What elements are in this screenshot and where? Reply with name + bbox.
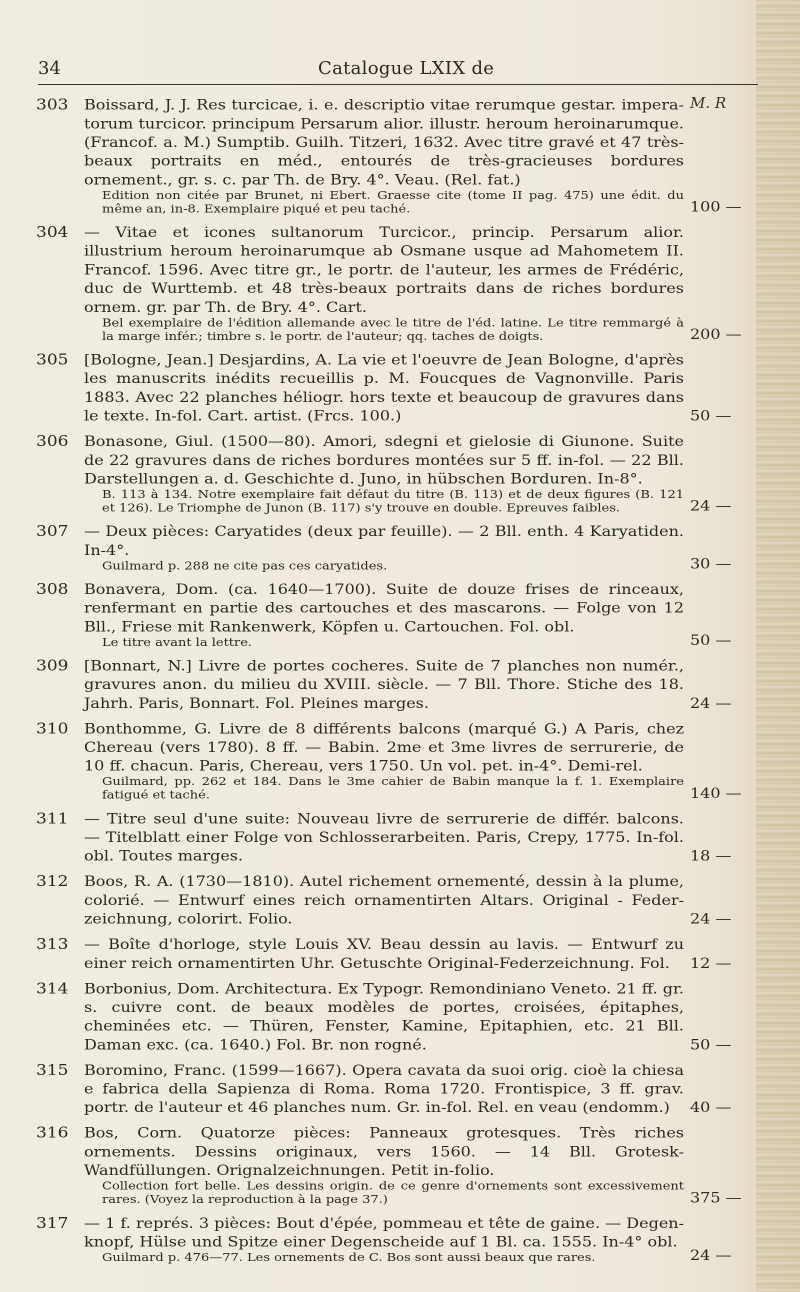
handwritten-margin-note: M. R — [690, 94, 727, 112]
entry-description: Borbonius, Dom. Architectura. Ex Typogr. Remondiniano Veneto. 21 ff. gr. s. cuivre cont. de beaux modèles de portes, croisées, épitaphes, cheminées etc. — Thüren, Fenster, Kamine, Epitaphien, etc. 21 Bll. Daman exc. (ca. 1640.) Fol. Br. non rogné. — [84, 980, 684, 1053]
entry-text — [84, 523, 684, 574]
entry-description: [Bologne, Jean.] Desjardins, A. La vie et l'oeuvre de Jean Bologne, d'après les manuscrits inédits recueillis p. M. Foucques de Vagnonville. Paris 1883. Avec 22 planches héliogr. hors texte et beaucoup de gravures dans le texte. In-fol. Cart. artist. (Frcs. 100.) — [84, 351, 684, 424]
entry-description: Bonthomme, G. Livre de 8 différents balcons (marqué G.) A Paris, chez Chereau (vers 1780). 8 ff. — Babin. 2me et 3me livres de serrurerie, de 10 ff. chacun. Paris, Chereau, vers 1750. Un vol. pet. in-4°. Demi-rel. — [84, 720, 684, 775]
entry-price: 18 — — [690, 847, 732, 865]
entry-price: 375 — — [690, 1189, 742, 1206]
entry-text — [84, 657, 684, 713]
entry-number: 312 — [36, 873, 69, 891]
entry-note: Guilmard, pp. 262 et 184. Dans le 3me cahier de Babin manque la f. 1. Exemplaire fatigué et taché. — [102, 775, 684, 803]
entry-price: 50 — — [690, 1036, 732, 1053]
entry-description: — Boîte d'horloge, style Louis XV. Beau dessin au lavis. — Entwurf zu einer reich ornamentirten Uhr. Getuschte Original-Federzeichnung. Fol. — [84, 936, 684, 972]
entry-text — [84, 873, 684, 929]
entry-price: 24 — — [690, 1247, 732, 1264]
entry-note: Guilmard p. 476—77. Les ornements de C. Bos sont aussi beaux que rares. — [102, 1251, 596, 1265]
entry-price: 12 — — [690, 955, 732, 972]
entry-text — [84, 351, 684, 426]
entry-description: Boos, R. A. (1730—1810). Autel richement ornementé, dessin à la plume, colorié. — Entwurf eines reich ornamentirten Altars. Original - Feder-zeichnung, colorirt. Folio. — [84, 873, 684, 928]
entry-price: 24 — — [690, 497, 732, 515]
entry-number: 317 — [36, 1215, 69, 1233]
entry-text — [84, 810, 684, 866]
entry-note: Edition non citée par Brunet, ni Ebert. Graesse cite (tome II pag. 475) une édit. du même an, in-8. Exemplaire piqué et peu taché. — [102, 189, 684, 216]
entry-text — [84, 432, 684, 515]
entry-description: [Bonnart, N.] Livre de portes cocheres. Suite de 7 planches non numér., gravures anon. du milieu du XVIII. siècle. — 7 Bll. Thore. Stiche des 18. Jahrh. Paris, Bonnart. Fol. Pleines marges. — [84, 657, 684, 712]
entry-number: 311 — [36, 810, 69, 828]
entry-text — [84, 1214, 684, 1265]
entry-price: 24 — — [690, 695, 732, 712]
entry-number: 308 — [36, 581, 69, 599]
entry-note: B. 113 à 134. Notre exemplaire fait défaut du titre (B. 113) et de deux figures (B. 121 et 126). Le Triomphe de Junon (B. 117) s'y trouve en double. Epreuves faibles. — [102, 488, 684, 515]
header-rule — [38, 84, 758, 85]
entry-text — [84, 936, 684, 973]
page-number: 34 — [38, 58, 61, 79]
entry-price: 100 — — [690, 198, 742, 215]
entry-description: — 1 f. représ. 3 pièces: Bout d'épée, pommeau et tête de gaine. — Degen-knopf, Hülse und Spitze einer Degenscheide auf 1 Bl. ca. 1555. In-4° obl. — [84, 1215, 684, 1250]
entry-note: Bel exemplaire de l'édition allemande avec le titre de l'éd. latine. Le titre remmargé à la marge infér.; timbre s. le portr. de l'auteur; qq. taches de doigts. — [102, 316, 684, 344]
entry-price: 30 — — [690, 555, 732, 572]
entry-price: 200 — — [690, 326, 742, 343]
entry-price: 50 — — [690, 632, 732, 649]
entry-note: Collection fort belle. Les dessins origin. de ce genre d'ornements sont excessivement rares. (Voyez la reproduction à la page 37.) — [102, 1180, 684, 1207]
entry-number: 315 — [36, 1062, 69, 1080]
entry-number: 314 — [36, 980, 69, 998]
entry-text — [84, 1124, 684, 1207]
entry-note: Le titre avant la lettre. — [102, 636, 253, 650]
entry-description: Bonasone, Giul. (1500—80). Amori, sdegni et gielosie di Giunone. Suite de 22 gravures dans de riches bordures montées sur 5 ff. in-fol. — 22 Bll. Darstellungen a. d. Geschichte d. Juno, in hübschen Borduren. In-8°. — [84, 433, 684, 487]
entry-text — [84, 223, 684, 344]
entry-price: 40 — — [690, 1099, 732, 1116]
entry-number: 310 — [36, 720, 69, 738]
entry-description: — Deux pièces: Caryatides (deux par feuille). — 2 Bll. enth. 4 Karyatiden. In-4°. — [84, 523, 684, 559]
entry-number: 309 — [36, 657, 69, 675]
entry-note: Guilmard p. 288 ne cite pas ces caryatides. — [102, 559, 388, 573]
entry-description: — Titre seul d'une suite: Nouveau livre de serrurerie de différ. balcons. — Titelblatt einer Folge von Schlosserarbeiten. Paris, Crepy, 1775. In-fol. obl. Toutes marges. — [84, 810, 684, 865]
entry-number: 307 — [36, 523, 69, 541]
entry-price: 50 — — [690, 407, 732, 424]
entry-number: 303 — [36, 96, 69, 114]
entry-text — [84, 96, 684, 217]
page-edge — [756, 0, 800, 1292]
entry-text — [84, 980, 684, 1055]
entry-text — [84, 1061, 684, 1117]
running-title: Catalogue LXIX de — [318, 58, 495, 79]
page-header — [0, 50, 760, 86]
entry-text — [84, 580, 684, 650]
entry-price: 24 — — [690, 910, 732, 928]
entry-description: — Vitae et icones sultanorum Turcicor., princip. Persarum alior. illustrium heroum heroinarumque ab Osmane usque ad Mahometem II. Francof. 1596. Avec titre gr., le portr. de l'auteur, les armes de Frédéric, duc de Wurttemb. et 48 très-beaux portraits dans de riches bordures ornem. gr. par Th. de Bry. 4°. Cart. — [84, 224, 684, 316]
entry-description: Boromino, Franc. (1599—1667). Opera cavata da suoi orig. cioè la chiesa e fabrica della Sapienza di Roma. Roma 1720. Frontispice, 3 ff. grav. portr. de l'auteur et 46 planches num. Gr. in-fol. Rel. en veau (endomm.) — [84, 1062, 684, 1116]
entry-price: 140 — — [690, 785, 742, 802]
entry-description: Bonavera, Dom. (ca. 1640—1700). Suite de douze frises de rinceaux, renfermant en partie des cartouches et des mascarons. — Folge von 12 Bll., Friese mit Rankenwerk, Köpfen u. Cartouchen. Fol. obl. — [84, 581, 684, 635]
entry-number: 306 — [36, 433, 69, 451]
entry-text — [84, 720, 684, 803]
entry-number: 313 — [36, 936, 69, 954]
entry-number: 304 — [36, 224, 69, 242]
entry-number: 305 — [36, 351, 69, 369]
entry-number: 316 — [36, 1124, 69, 1142]
entry-description: Bos, Corn. Quatorze pièces: Panneaux grotesques. Très riches ornements. Dessins originaux, vers 1560. — 14 Bll. Grotesk-Wandfüllungen. Orignalzeichnungen. Petit in-folio. — [84, 1124, 684, 1179]
entry-description: Boissard, J. J. Res turcicae, i. e. descriptio vitae rerumque gestar. impera-torum turcicor. principum Persarum alior. illustr. heroum heroinarumque. (Francof. a. M.) Sumptib. Guilh. Titzeri, 1632. Avec titre gravé et 47 très-beaux portraits en méd., entourés de très-gracieuses bordures ornement., gr. s. c. par Th. de Bry. 4°. Veau. (Rel. fat.) — [84, 96, 684, 188]
